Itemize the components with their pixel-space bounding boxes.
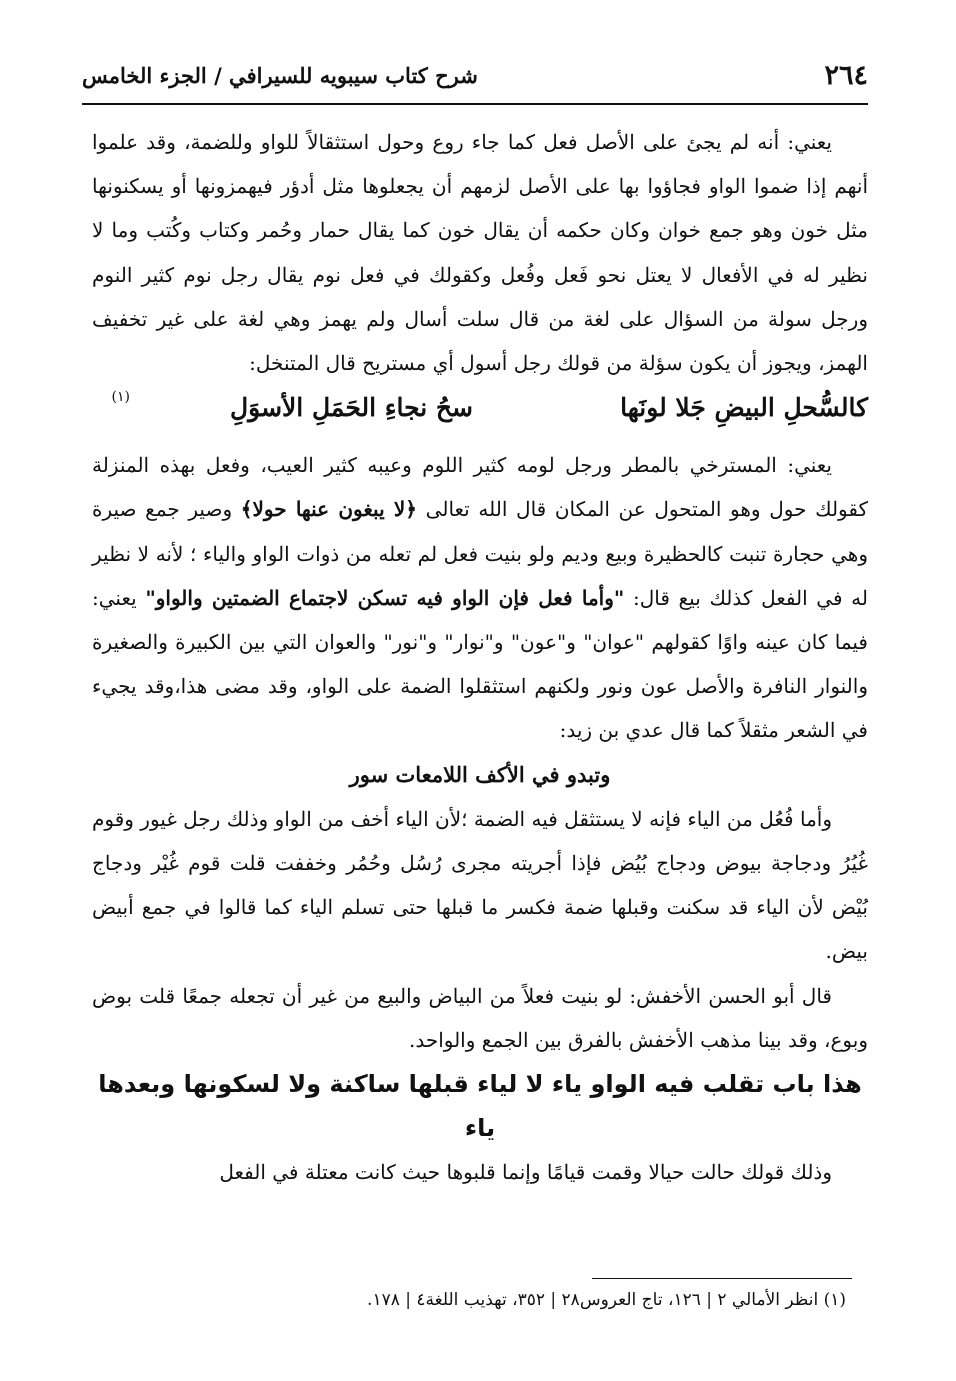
footnote-reference: (١): [111, 389, 130, 406]
paragraph-2-middle: وصير جمع صيرة وهي حجارة تنبت كالحظيرة وبيع وديم ولو بنيت فعل لم تعله من ذوات الواو والياء ؛ لأنه لا نظير له في الفعل كذلك بيع قال:: [92, 497, 868, 610]
book-title: شرح كتاب سيبويه للسيرافي / الجزء الخامس: [82, 62, 478, 88]
paragraph-2: [92, 443, 868, 752]
header-rule: [82, 103, 868, 105]
paragraph-5: وذلك قولك حالت حيالا وقمت قيامًا وإنما قلبوها حيث كانت معتلة في الفعل: [219, 1160, 832, 1185]
footnote: (١) انظر الأمالي ٢ | ١٢٦، تاج العروس٢٨ | ٣٥٢، تهذيب اللغة٤ | ١٧٨.: [367, 1290, 846, 1310]
poetry-verse-2: وتبدو في الأكف اللامعات سور: [349, 761, 611, 787]
verse-1-first-hemistich: كالسُّحلِ البيضِ جَلا لونَها: [620, 393, 868, 423]
main-text: [92, 120, 868, 1195]
footnote-rule: [592, 1278, 852, 1279]
paragraph-4: قال أبو الحسن الأخفش: لو بنيت فعلاً من البياض والبيع من غير أن تجعله جمعًا قلت بوض وبوع، وقد بينا مذهب الأخفش بالفرق بين الجمع والواحد.: [92, 983, 868, 1052]
paragraph-3: وأما فُعُل من الياء فإنه لا يستثقل فيه الضمة ؛لأن الياء أخف من الواو وذلك رجل غيور وقوم غُيُرُ ودجاجة بيوض ودجاج بُيُض فإذا أجريته مجرى رُسُل وحُمُر وخففت قلت قوم غُيْر ودجاج بُيْض لأن الياء قد سكنت وقبلها ضمة فكسر ما قبلها حتى تسلم الياء كما قالوا في جمع أبيض بيض.: [92, 806, 868, 964]
paragraph-1: يعني: أنه لم يجئ على الأصل فعل كما جاء روع وحول استثقالاً للواو وللضمة، وقد علموا أنهم إذا ضموا الواو فجاؤوا بها على الأصل لزمهم أن يجعلوها مثل أدؤر فيهمزونها أو يسكنونها مثل خون وهو جمع خوان وكان حكمه أن يقال خون كما يقال حمار وحُمر وكتاب وكُتب وما لا نظير له في الأفعال لا يعتل نحو فَعل وفُعل وكقولك في فعل نوم يقال رجل نوم كثير النوم ورجل سولة من السؤال على لغة من قال سلت أسال ولم يهمز وهي لغة على غير تخفيف الهمز، ويجوز أن يكون سؤلة من قولك رجل أسول أي مستريح قال المتنخل:: [92, 130, 868, 376]
page-header: [82, 50, 868, 100]
poetry-verse-1: [92, 389, 868, 437]
chapter-title: هذا باب تقلب فيه الواو ياء لا لياء قبلها ساكنة ولا لسكونها وبعدها ياء: [98, 1070, 862, 1143]
quran-quote: ﴿لا يبغون عنها حولا﴾: [240, 497, 418, 522]
sibawayh-quote: "وأما فعل فإن الواو فيه تسكن لاجتماع الضمتين والواو": [145, 585, 625, 610]
page-number: ٢٦٤: [824, 59, 868, 91]
verse-1-second-hemistich: سحُ نجاءِ الحَمَلِ الأسوَلِ: [230, 393, 473, 423]
paragraph-2-end: يعني: فيما كان عينه واوًا كقولهم "عوان" و"عون" و"نوار" و"نور" والعوان التي بين الكبيرة والصغيرة والنوار النافرة والأصل عون ونور ولكنهم استثقلوا الضمة على الواو، وقد مضى هذا،وقد يجيء في الشعر مثقلاً كما قال عدي بن زيد:: [92, 585, 868, 743]
paragraph-2-start: يعني: المسترخي بالمطر ورجل لومه كثير اللوم وعيبه كثير العيب، وفعل بهذه المنزلة كقولك حول وهو المتحول عن المكان قال الله تعالى: [92, 453, 869, 522]
